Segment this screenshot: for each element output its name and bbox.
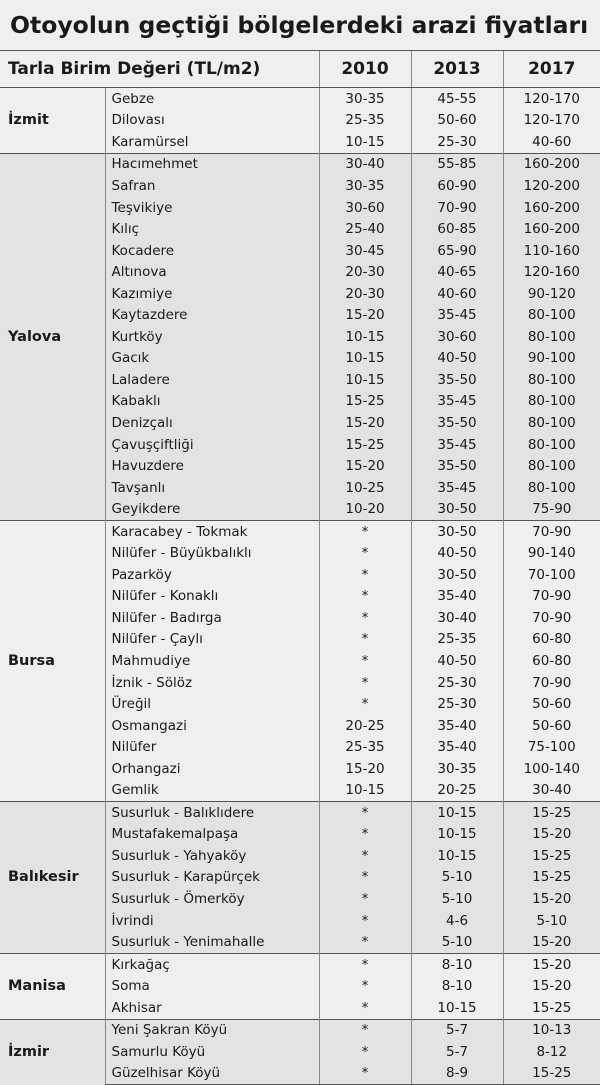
region-name: Bursa: [0, 520, 105, 801]
value-2017: 15-25: [503, 802, 600, 824]
place-name: Dilovası: [105, 110, 319, 132]
place-name: Soma: [105, 975, 319, 997]
value-2010: 10-15: [319, 131, 411, 153]
value-2013: 30-60: [411, 326, 503, 348]
value-2010: 25-40: [319, 218, 411, 240]
place-name: Güzelhisar Köyü: [105, 1063, 319, 1085]
value-2013: 35-50: [411, 455, 503, 477]
value-2010: *: [319, 975, 411, 997]
place-name: Kazımiye: [105, 283, 319, 305]
place-name: Kocadere: [105, 240, 319, 262]
place-name: Nilüfer - Konaklı: [105, 586, 319, 608]
value-2017: 70-90: [503, 672, 600, 694]
value-2010: *: [319, 564, 411, 586]
value-2017: 80-100: [503, 369, 600, 391]
value-2010: *: [319, 586, 411, 608]
value-2017: 75-90: [503, 498, 600, 520]
value-2013: 35-45: [411, 304, 503, 326]
value-2017: 5-10: [503, 910, 600, 932]
value-2013: 30-50: [411, 520, 503, 542]
place-name: Geyikdere: [105, 498, 319, 520]
value-2017: 80-100: [503, 391, 600, 413]
value-2017: 70-90: [503, 607, 600, 629]
table-header-row: [0, 51, 600, 88]
place-name: Kurtköy: [105, 326, 319, 348]
value-2010: 15-25: [319, 391, 411, 413]
table-row: [0, 520, 600, 542]
value-2017: 80-100: [503, 412, 600, 434]
value-2013: 35-45: [411, 391, 503, 413]
value-2017: 160-200: [503, 153, 600, 175]
place-name: Pazarköy: [105, 564, 319, 586]
value-2017: 120-200: [503, 175, 600, 197]
value-2013: 10-15: [411, 802, 503, 824]
header-year-2017: 2017: [503, 51, 600, 88]
place-name: Susurluk - Balıklıdere: [105, 802, 319, 824]
value-2017: 80-100: [503, 455, 600, 477]
value-2010: 30-40: [319, 153, 411, 175]
value-2013: 30-50: [411, 498, 503, 520]
place-name: Yeni Şakran Köyü: [105, 1019, 319, 1041]
value-2010: *: [319, 629, 411, 651]
value-2013: 10-15: [411, 824, 503, 846]
value-2017: 15-20: [503, 931, 600, 953]
place-name: Safran: [105, 175, 319, 197]
value-2013: 10-15: [411, 997, 503, 1019]
value-2010: *: [319, 867, 411, 889]
place-name: Kırkağaç: [105, 953, 319, 975]
value-2010: *: [319, 888, 411, 910]
place-name: Havuzdere: [105, 455, 319, 477]
value-2010: 20-25: [319, 715, 411, 737]
value-2010: 10-15: [319, 326, 411, 348]
value-2017: 160-200: [503, 218, 600, 240]
land-price-table: [0, 50, 600, 1085]
place-name: Hacımehmet: [105, 153, 319, 175]
value-2010: 10-25: [319, 477, 411, 499]
value-2010: *: [319, 845, 411, 867]
place-name: Susurluk - Karapürçek: [105, 867, 319, 889]
value-2017: 10-13: [503, 1019, 600, 1041]
value-2010: *: [319, 520, 411, 542]
value-2017: 30-40: [503, 780, 600, 802]
value-2017: 90-140: [503, 542, 600, 564]
place-name: Kılıç: [105, 218, 319, 240]
value-2013: 5-7: [411, 1019, 503, 1041]
value-2017: 15-20: [503, 953, 600, 975]
value-2010: 15-20: [319, 455, 411, 477]
region-name: İzmir: [0, 1019, 105, 1085]
value-2013: 60-85: [411, 218, 503, 240]
value-2013: 40-50: [411, 650, 503, 672]
place-name: Altınova: [105, 261, 319, 283]
region-name: Balıkesir: [0, 802, 105, 954]
value-2013: 4-6: [411, 910, 503, 932]
value-2017: 15-25: [503, 1063, 600, 1085]
value-2017: 70-90: [503, 520, 600, 542]
value-2013: 25-35: [411, 629, 503, 651]
value-2013: 5-10: [411, 888, 503, 910]
value-2010: 15-20: [319, 412, 411, 434]
place-name: Mahmudiye: [105, 650, 319, 672]
value-2017: 80-100: [503, 326, 600, 348]
value-2013: 60-90: [411, 175, 503, 197]
header-year-2010: 2010: [319, 51, 411, 88]
place-name: Susurluk - Ömerköy: [105, 888, 319, 910]
value-2017: 15-20: [503, 888, 600, 910]
place-name: Samurlu Köyü: [105, 1041, 319, 1063]
value-2017: 110-160: [503, 240, 600, 262]
value-2013: 65-90: [411, 240, 503, 262]
place-name: Susurluk - Yahyaköy: [105, 845, 319, 867]
value-2017: 15-20: [503, 824, 600, 846]
value-2010: 30-35: [319, 175, 411, 197]
value-2013: 25-30: [411, 672, 503, 694]
value-2013: 5-10: [411, 867, 503, 889]
value-2010: 10-20: [319, 498, 411, 520]
value-2017: 50-60: [503, 715, 600, 737]
value-2010: 20-30: [319, 283, 411, 305]
place-name: Osmangazi: [105, 715, 319, 737]
value-2010: 10-15: [319, 369, 411, 391]
value-2013: 8-10: [411, 975, 503, 997]
value-2017: 15-25: [503, 845, 600, 867]
value-2013: 25-30: [411, 131, 503, 153]
value-2017: 80-100: [503, 477, 600, 499]
value-2013: 35-50: [411, 369, 503, 391]
region-name: Yalova: [0, 153, 105, 520]
value-2010: *: [319, 1063, 411, 1085]
value-2013: 30-35: [411, 758, 503, 780]
region-name: İzmit: [0, 88, 105, 154]
header-year-2013: 2013: [411, 51, 503, 88]
value-2013: 40-50: [411, 542, 503, 564]
value-2017: 90-100: [503, 348, 600, 370]
value-2010: 25-35: [319, 110, 411, 132]
value-2017: 15-20: [503, 975, 600, 997]
value-2013: 25-30: [411, 693, 503, 715]
value-2017: 70-100: [503, 564, 600, 586]
value-2010: *: [319, 672, 411, 694]
value-2013: 35-40: [411, 586, 503, 608]
place-name: Gebze: [105, 88, 319, 110]
value-2017: 15-25: [503, 997, 600, 1019]
value-2010: 10-15: [319, 348, 411, 370]
place-name: Çavuşçiftliği: [105, 434, 319, 456]
value-2013: 35-50: [411, 412, 503, 434]
value-2017: 50-60: [503, 693, 600, 715]
value-2013: 40-65: [411, 261, 503, 283]
table-row: [0, 953, 600, 975]
place-name: Mustafakemalpaşa: [105, 824, 319, 846]
place-name: Susurluk - Yenimahalle: [105, 931, 319, 953]
value-2010: *: [319, 931, 411, 953]
value-2010: 30-60: [319, 197, 411, 219]
place-name: Karacabey - Tokmak: [105, 520, 319, 542]
value-2010: 15-20: [319, 758, 411, 780]
table-row: [0, 1019, 600, 1041]
place-name: Laladere: [105, 369, 319, 391]
value-2013: 40-60: [411, 283, 503, 305]
value-2013: 70-90: [411, 197, 503, 219]
value-2010: *: [319, 693, 411, 715]
value-2013: 35-40: [411, 736, 503, 758]
value-2017: 8-12: [503, 1041, 600, 1063]
value-2017: 40-60: [503, 131, 600, 153]
place-name: Teşvikiye: [105, 197, 319, 219]
value-2017: 120-170: [503, 110, 600, 132]
value-2010: *: [319, 542, 411, 564]
page-title: Otoyolun geçtiği bölgelerdeki arazi fiyatları: [10, 11, 589, 39]
value-2010: 30-35: [319, 88, 411, 110]
value-2010: *: [319, 607, 411, 629]
table-row: [0, 153, 600, 175]
value-2010: 15-20: [319, 304, 411, 326]
value-2010: *: [319, 824, 411, 846]
value-2013: 8-9: [411, 1063, 503, 1085]
value-2017: 70-90: [503, 586, 600, 608]
region-name: Manisa: [0, 953, 105, 1019]
value-2013: 20-25: [411, 780, 503, 802]
place-name: Gemlik: [105, 780, 319, 802]
place-name: Denizçalı: [105, 412, 319, 434]
place-name: Nilüfer - Çaylı: [105, 629, 319, 651]
value-2017: 80-100: [503, 434, 600, 456]
place-name: Tavşanlı: [105, 477, 319, 499]
value-2010: 15-25: [319, 434, 411, 456]
value-2017: 15-25: [503, 867, 600, 889]
value-2010: *: [319, 997, 411, 1019]
place-name: İznik - Sölöz: [105, 672, 319, 694]
value-2013: 5-10: [411, 931, 503, 953]
value-2013: 5-7: [411, 1041, 503, 1063]
place-name: İvrindi: [105, 910, 319, 932]
value-2013: 10-15: [411, 845, 503, 867]
value-2013: 30-40: [411, 607, 503, 629]
value-2013: 35-40: [411, 715, 503, 737]
place-name: Nilüfer: [105, 736, 319, 758]
value-2017: 120-160: [503, 261, 600, 283]
place-name: Gacık: [105, 348, 319, 370]
value-2010: 10-15: [319, 780, 411, 802]
value-2010: *: [319, 1041, 411, 1063]
value-2017: 100-140: [503, 758, 600, 780]
table-row: [0, 802, 600, 824]
value-2017: 160-200: [503, 197, 600, 219]
value-2013: 35-45: [411, 434, 503, 456]
place-name: Kaytazdere: [105, 304, 319, 326]
value-2010: 30-45: [319, 240, 411, 262]
place-name: Nilüfer - Badırga: [105, 607, 319, 629]
value-2010: 20-30: [319, 261, 411, 283]
place-name: Kabaklı: [105, 391, 319, 413]
value-2013: 8-10: [411, 953, 503, 975]
value-2013: 45-55: [411, 88, 503, 110]
value-2010: *: [319, 802, 411, 824]
value-2010: *: [319, 953, 411, 975]
value-2017: 120-170: [503, 88, 600, 110]
value-2013: 40-50: [411, 348, 503, 370]
table-row: [0, 88, 600, 110]
value-2017: 90-120: [503, 283, 600, 305]
value-2010: *: [319, 1019, 411, 1041]
value-2017: 60-80: [503, 650, 600, 672]
value-2017: 75-100: [503, 736, 600, 758]
place-name: Üreğil: [105, 693, 319, 715]
value-2010: *: [319, 910, 411, 932]
place-name: Akhisar: [105, 997, 319, 1019]
place-name: Nilüfer - Büyükbalıklı: [105, 542, 319, 564]
value-2010: 25-35: [319, 736, 411, 758]
value-2010: *: [319, 650, 411, 672]
place-name: Orhangazi: [105, 758, 319, 780]
place-name: Karamürsel: [105, 131, 319, 153]
value-2013: 30-50: [411, 564, 503, 586]
header-unit-label: Tarla Birim Değeri (TL/m2): [0, 51, 319, 88]
value-2013: 50-60: [411, 110, 503, 132]
value-2017: 80-100: [503, 304, 600, 326]
value-2017: 60-80: [503, 629, 600, 651]
value-2013: 55-85: [411, 153, 503, 175]
value-2013: 35-45: [411, 477, 503, 499]
